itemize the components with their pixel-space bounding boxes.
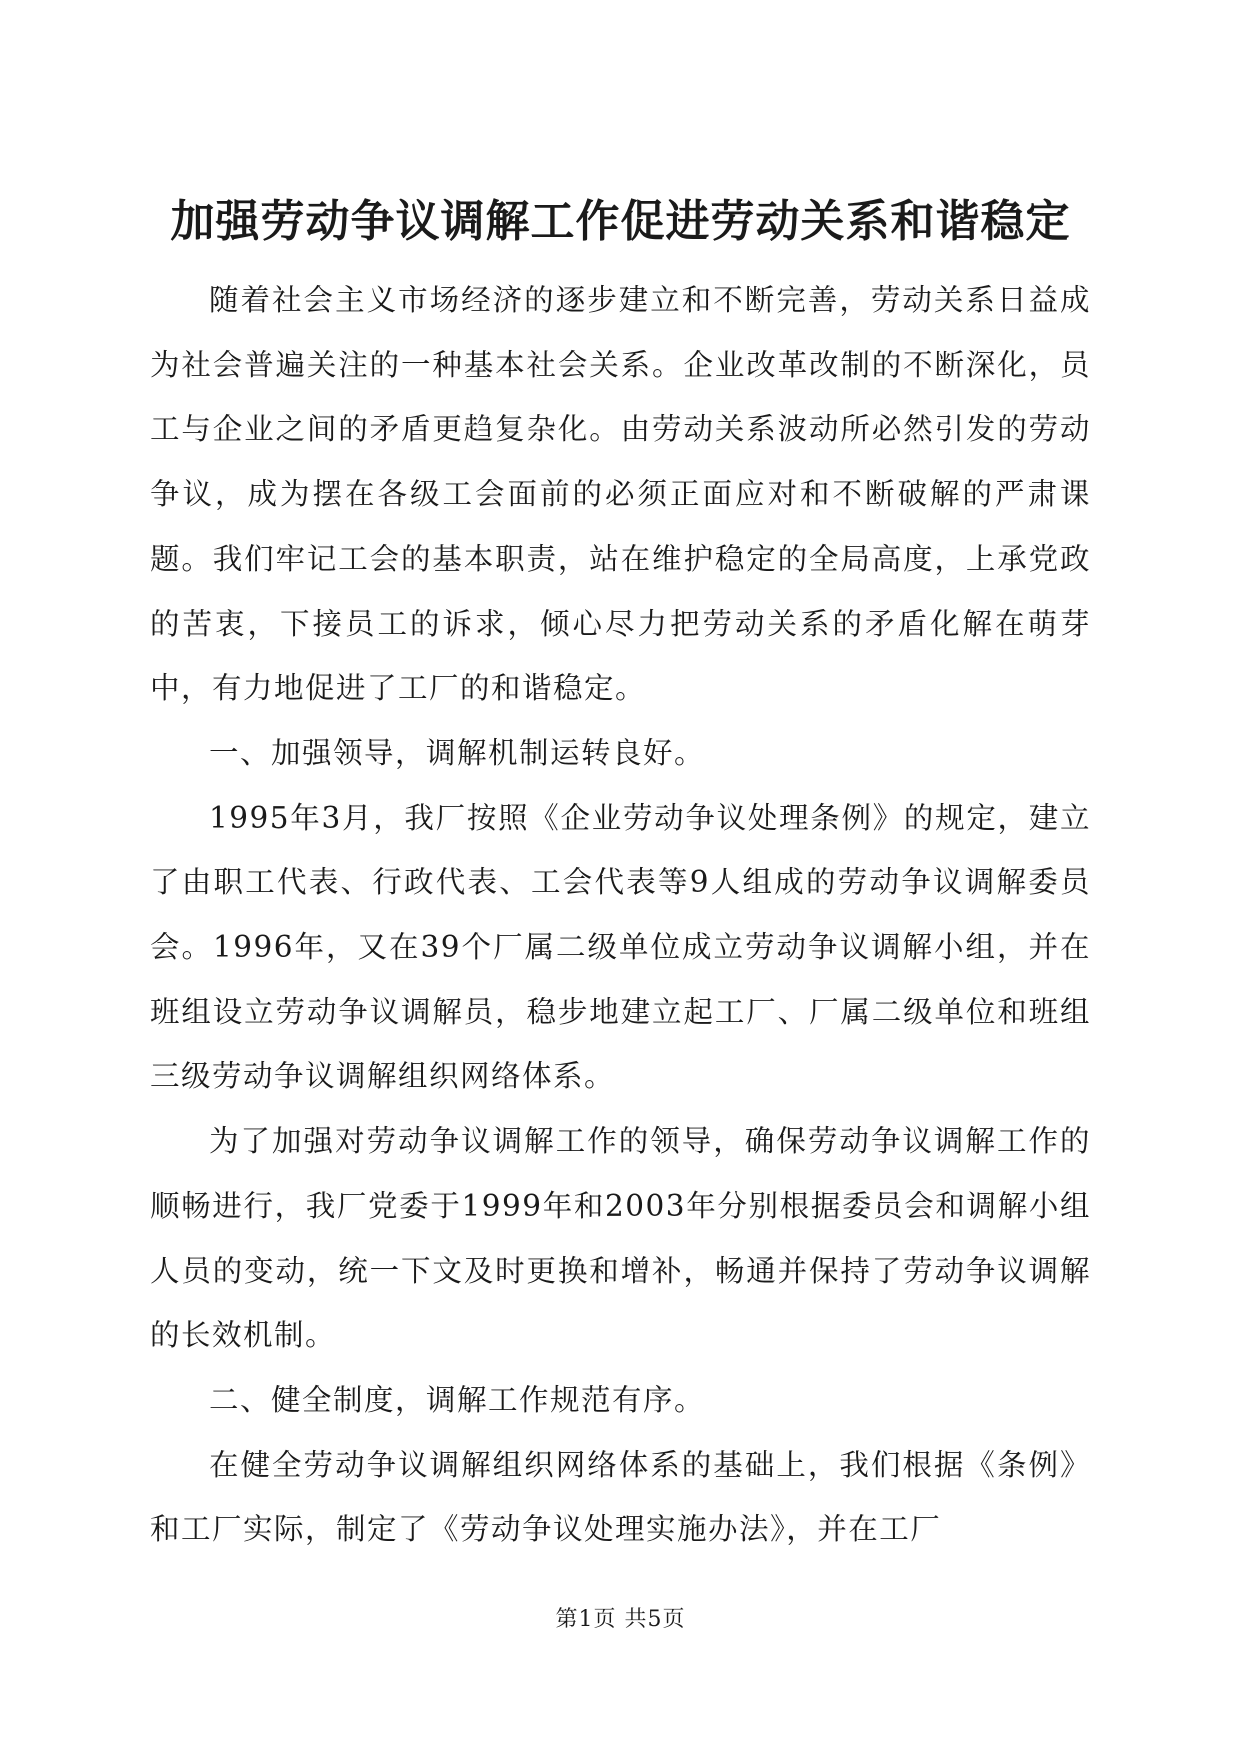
section-heading: 一、加强领导，调解机制运转良好。 [209, 735, 706, 770]
paragraph: 在健全劳动争议调解组织网络体系的基础上，我们根据《条例》和工厂实际，制定了《劳动争议处理实施办法》，并在工厂 [150, 1447, 1091, 1547]
paragraph: 随着社会主义市场经济的逐步建立和不断完善，劳动关系日益成为社会普遍关注的一种基本社会关系。企业改革改制的不断深化，员工与企业之间的矛盾更趋复杂化。由劳动关系波动所必然引发的劳动争议，成为摆在各级工会面前的必须正面应对和不断破解的严肃课题。我们牢记工会的基本职责，站在维护稳定的全局高度，上承党政的苦衷，下接员工的诉求，倾心尽力把劳动关系的矛盾化解在萌芽中，有力地促进了工厂的和谐稳定。 [150, 283, 1091, 706]
paragraph: 1995年3月，我厂按照《企业劳动争议处理条例》的规定，建立了由职工代表、行政代表、工会代表等9人组成的劳动争议调解委员会。1996年，又在39个厂属二级单位成立劳动争议调解小组，并在班组设立劳动争议调解员，稳步地建立起工厂、厂属二级单位和班组三级劳动争议调解组织网络体系。 [150, 800, 1091, 1094]
paragraph: 为了加强对劳动争议调解工作的领导，确保劳动争议调解工作的顺畅进行，我厂党委于1999年和2003年分别根据委员会和调解小组人员的变动，统一下文及时更换和增补，畅通并保持了劳动争议调解的长效机制。 [150, 1124, 1091, 1353]
document-body [150, 268, 1091, 1562]
page-number-footer: 第1页 共5页 [555, 1607, 686, 1632]
document-title: 加强劳动争议调解工作促进劳动关系和谐稳定 [170, 196, 1071, 247]
section-heading: 二、健全制度，调解工作规范有序。 [209, 1382, 706, 1417]
